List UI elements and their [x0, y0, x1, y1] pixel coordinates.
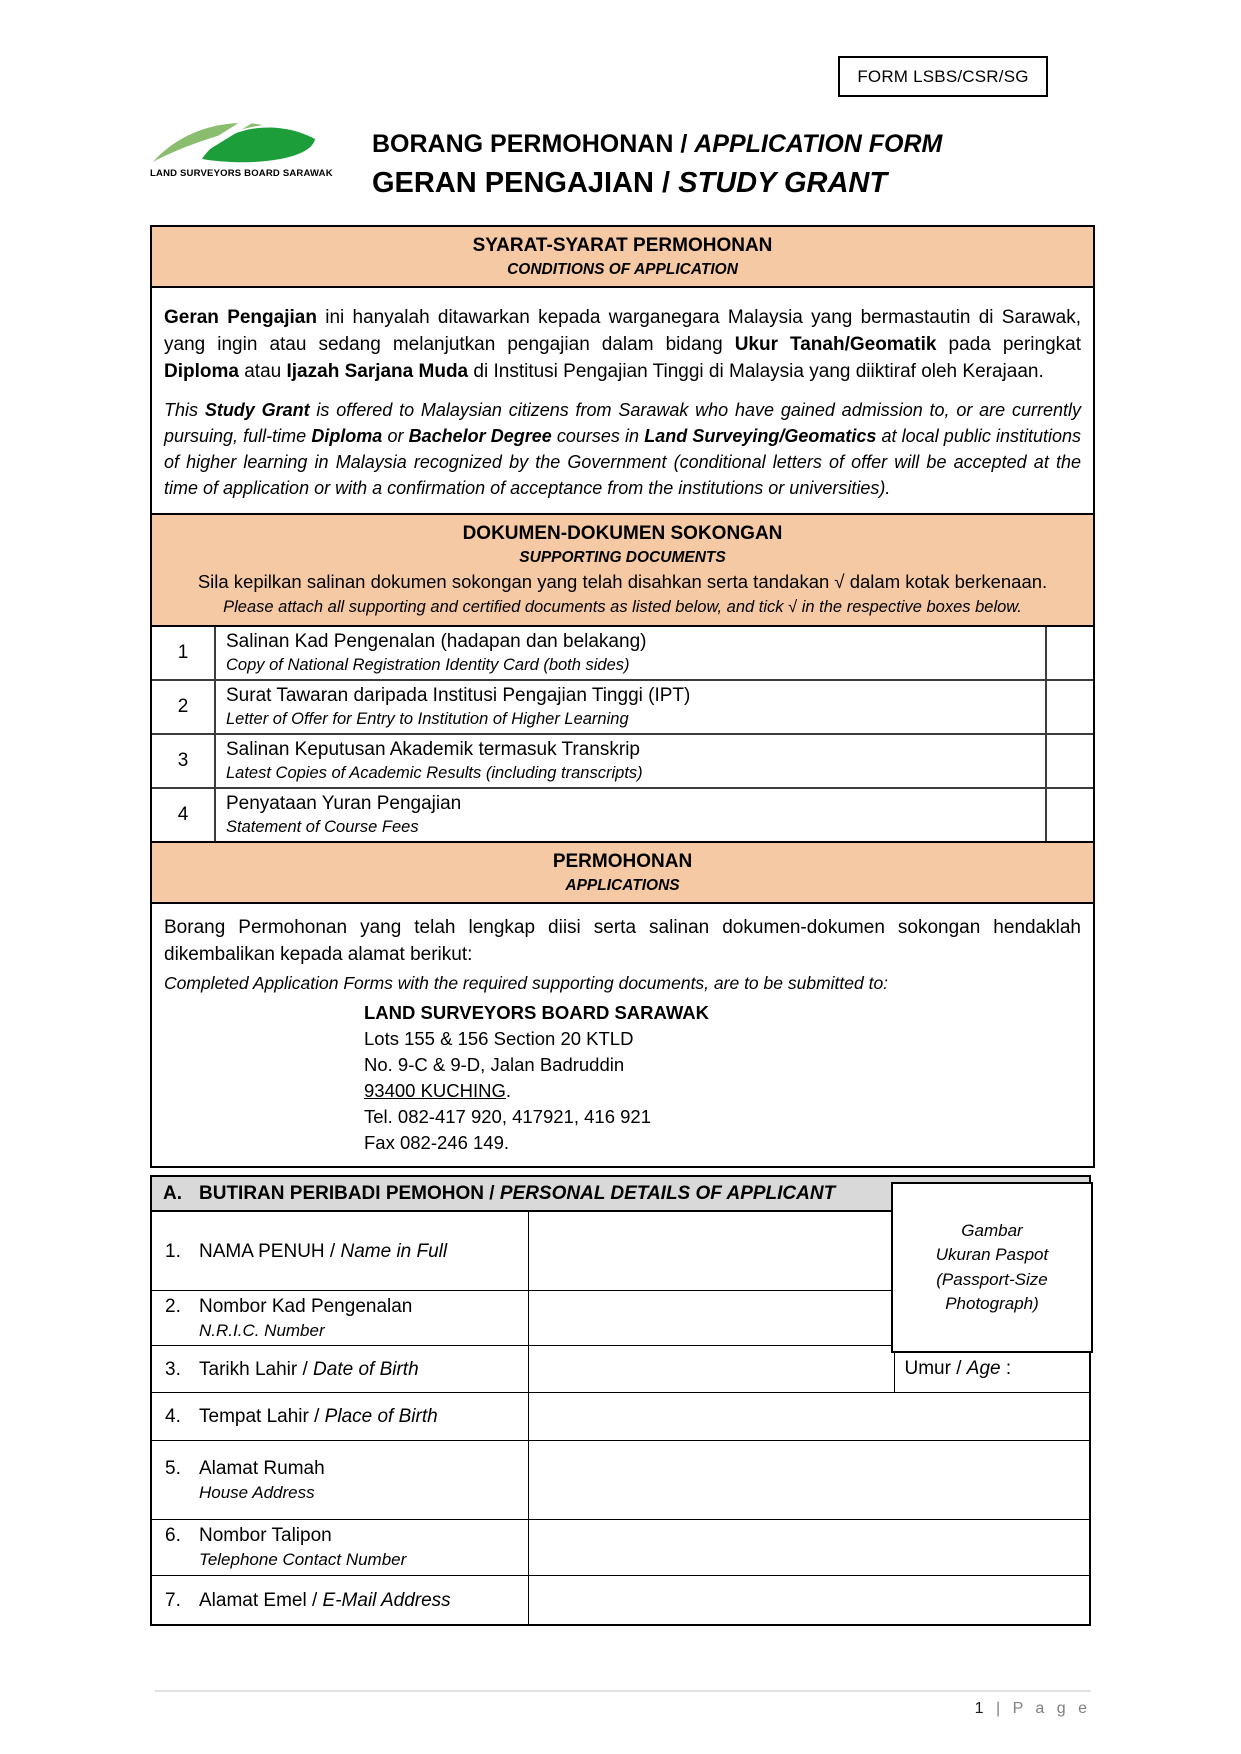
field-label-text: Alamat Rumah	[199, 1457, 325, 1479]
document-title-my: Salinan Keputusan Akademik termasuk Transkrip	[226, 739, 640, 760]
supporting-documents-table	[152, 627, 1093, 841]
documents-note-en: Please attach all supporting and certified documents as listed below, and tick √ in the respective boxes below.	[223, 598, 1022, 616]
form-title-line2: GERAN PENGAJIAN / STUDY GRANT	[372, 167, 888, 199]
field-row-telephone	[152, 1519, 1089, 1575]
document-title-my: Penyataan Yuran Pengajian	[226, 793, 462, 814]
applications-heading-my: PERMOHONAN	[552, 851, 693, 872]
lsbs-logo	[150, 116, 333, 179]
lsbs-logo-icon	[150, 116, 316, 166]
field-label-text: Nombor Kad Pengenalan	[199, 1295, 413, 1317]
applications-body	[152, 904, 1093, 1166]
passport-photo-box[interactable]	[891, 1182, 1093, 1353]
document-number: 2	[152, 681, 216, 733]
form-code-text: FORM LSBS/CSR/SG	[857, 66, 1029, 86]
conditions-paragraph-my: Geran Pengajian ini hanyalah ditawarkan kepada warganegara Malaysia yang bermastautin di Sarawak, yang ingin atau sedang melanjutkan pengajian dalam bidang Ukur Tanah/Geomatik pada peringkat Diploma atau Ijazah Sarjana Muda di Institusi Pengajian Tinggi di Malaysia yang diiktiraf oleh Kerajaan.	[164, 307, 1081, 382]
tick-box-1[interactable]	[1045, 627, 1093, 679]
field-row-email	[152, 1575, 1089, 1624]
field-label-text: Nombor Talipon	[199, 1525, 332, 1546]
form-code-box	[838, 56, 1048, 97]
conditions-heading-my: SYARAT-SYARAT PERMOHONAN	[472, 235, 773, 256]
field-label-subtext: Telephone Contact Number	[199, 1550, 407, 1569]
document-row-4	[152, 787, 1093, 841]
field-label-subtext: House Address	[199, 1482, 315, 1502]
field-label	[152, 1576, 529, 1624]
field-row-house-address	[152, 1440, 1089, 1519]
form-title-line1: BORANG PERMOHONAN / APPLICATION FORM	[372, 130, 943, 158]
logo-caption: LAND SURVEYORS BOARD SARAWAK	[150, 168, 333, 179]
conditions-body	[152, 288, 1093, 513]
submission-address	[364, 1000, 1081, 1156]
documents-heading-my: DOKUMEN-DOKUMEN SOKONGAN	[462, 523, 783, 544]
field-number: 5.	[165, 1457, 181, 1479]
photo-box-line4: Photograph)	[945, 1294, 1039, 1313]
page-number: 1	[974, 1700, 988, 1717]
conditions-heading-en: CONDITIONS OF APPLICATION	[507, 261, 738, 278]
section-title: BUTIRAN PERIBADI PEMOHON / PERSONAL DETAILS OF APPLICANT	[199, 1182, 836, 1204]
document-description	[216, 789, 1045, 841]
house-address-input-cell[interactable]	[529, 1441, 1089, 1519]
document-number: 1	[152, 627, 216, 679]
footer-separator: |	[995, 1700, 1005, 1717]
document-number: 4	[152, 789, 216, 841]
tick-box-2[interactable]	[1045, 681, 1093, 733]
documents-note-my: Sila kepilkan salinan dokumen sokongan yang telah disahkan serta tandakan √ dalam kotak berkenaan.	[197, 571, 1048, 592]
applications-header	[152, 841, 1093, 904]
conditions-paragraph-en: This Study Grant is offered to Malaysian citizens from Sarawak who have gained admission to, or are currently pursuing, full-time Diploma or Bachelor Degree courses in Land Surveying/Geomatics at local public institutions of higher learning in Malaysia recognized by the Government (conditional letters of offer will be accepted at the time of application or with a confirmation of acceptance from the institutions or universities).	[164, 400, 1082, 498]
conditions-and-documents-box	[150, 225, 1095, 1168]
field-row-pob	[152, 1392, 1089, 1440]
telephone-input-cell[interactable]	[529, 1520, 1089, 1575]
field-label-text: Alamat Emel / E-Mail Address	[199, 1589, 451, 1611]
photo-box-line3: (Passport-Size	[936, 1269, 1048, 1289]
address-line-1: Lots 155 & 156 Section 20 KTLD	[364, 1028, 634, 1049]
field-number: 2.	[165, 1295, 181, 1317]
applications-paragraph-my: Borang Permohonan yang telah lengkap diisi serta salinan dokumen-dokumen sokongan hendaklah dikembalikan kepada alamat berikut:	[164, 917, 1081, 965]
address-telephone: Tel. 082-417 920, 417921, 416 921	[364, 1106, 651, 1127]
footer-page-word: P a g e	[1012, 1700, 1091, 1717]
field-number: 7.	[165, 1589, 181, 1611]
photo-box-line2: Ukuran Paspot	[935, 1245, 1049, 1264]
document-description	[216, 627, 1045, 679]
field-label	[152, 1212, 529, 1290]
form-title-block	[372, 130, 942, 200]
page-footer	[155, 1690, 1091, 1718]
address-city: 93400 KUCHING.	[364, 1080, 512, 1101]
field-number: 4.	[165, 1406, 181, 1427]
field-label	[152, 1393, 529, 1440]
field-label-text: Tarikh Lahir / Date of Birth	[199, 1358, 419, 1380]
field-label-subtext: N.R.I.C. Number	[199, 1320, 325, 1340]
document-description	[216, 735, 1045, 787]
document-title-my: Salinan Kad Pengenalan (hadapan dan belakang)	[226, 631, 647, 652]
field-label	[152, 1291, 529, 1345]
document-description	[216, 681, 1045, 733]
section-letter: A.	[163, 1182, 182, 1204]
document-number: 3	[152, 735, 216, 787]
address-line-2: No. 9-C & 9-D, Jalan Badruddin	[364, 1054, 625, 1075]
field-number: 6.	[165, 1525, 181, 1546]
age-label: Umur / Age :	[904, 1358, 1012, 1379]
field-number: 1.	[165, 1240, 181, 1262]
documents-heading-en: SUPPORTING DOCUMENTS	[519, 549, 726, 566]
address-fax: Fax 082-246 149.	[364, 1132, 510, 1153]
tick-box-3[interactable]	[1045, 735, 1093, 787]
conditions-header	[152, 227, 1093, 288]
address-org-name: LAND SURVEYORS BOARD SARAWAK	[364, 1002, 710, 1023]
pob-input-cell[interactable]	[529, 1393, 1089, 1440]
document-title-en: Latest Copies of Academic Results (including transcripts)	[226, 764, 643, 782]
dob-input-cell[interactable]	[529, 1346, 894, 1392]
document-row-1	[152, 627, 1093, 679]
section-a-personal-details	[150, 1175, 1091, 1626]
tick-box-4[interactable]	[1045, 789, 1093, 841]
document-row-2	[152, 679, 1093, 733]
applications-paragraph-en: Completed Application Forms with the required supporting documents, are to be submitted to:	[164, 973, 889, 993]
email-input-cell[interactable]	[529, 1576, 1089, 1624]
document-row-3	[152, 733, 1093, 787]
document-title-en: Letter of Offer for Entry to Institution of Higher Learning	[226, 710, 629, 728]
field-label	[152, 1441, 529, 1519]
document-title-en: Statement of Course Fees	[226, 818, 419, 836]
documents-header	[152, 513, 1093, 627]
field-label	[152, 1520, 529, 1575]
applications-heading-en: APPLICATIONS	[565, 877, 680, 894]
document-title-en: Copy of National Registration Identity Card (both sides)	[226, 656, 630, 674]
field-label-text: NAMA PENUH / Name in Full	[199, 1240, 448, 1262]
photo-box-line1: Gambar	[961, 1220, 1023, 1240]
field-label	[152, 1346, 529, 1392]
document-title-my: Surat Tawaran daripada Institusi Pengajian Tinggi (IPT)	[226, 685, 691, 706]
field-number: 3.	[165, 1358, 181, 1380]
field-label-text: Tempat Lahir / Place of Birth	[199, 1406, 438, 1427]
